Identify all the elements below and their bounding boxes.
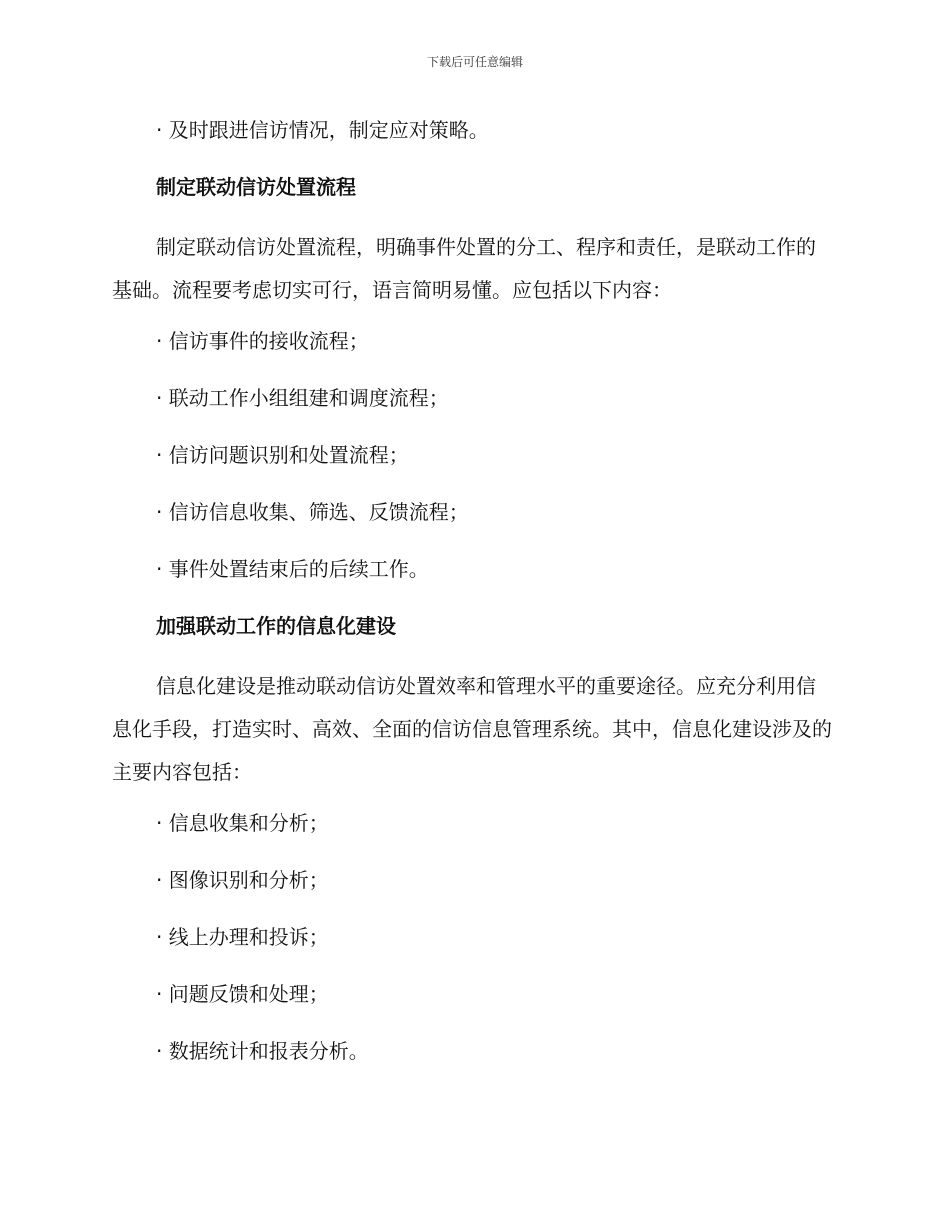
bullet-item: · 线上办理和投诉；: [156, 925, 329, 949]
section-heading: 加强联动工作的信息化建设: [156, 614, 396, 638]
page-header: 下载后可任意编辑: [426, 55, 523, 69]
bullet-item: · 事件处置结束后的后续工作。: [156, 557, 429, 581]
document-body: [112, 112, 832, 1090]
bullet-item: · 联动工作小组组建和调度流程；: [156, 386, 449, 410]
paragraph: 制定联动信访处置流程，明确事件处置的分工、程序和责任，是联动工作的基础。流程要考虑切实可行，语言简明易懂。应包括以下内容：: [112, 235, 816, 302]
bullet-item: · 信访事件的接收流程；: [156, 329, 369, 353]
section-heading: 制定联动信访处置流程: [156, 175, 356, 199]
bullet-item: · 及时跟进信访情况，制定应对策略。: [156, 118, 489, 142]
bullet-item: · 问题反馈和处理；: [156, 982, 329, 1006]
bullet-item: · 数据统计和报表分析。: [156, 1039, 369, 1063]
bullet-item: · 信访问题识别和处置流程；: [156, 443, 409, 467]
bullet-item: · 信访信息收集、筛选、反馈流程；: [156, 500, 469, 524]
bullet-item: · 图像识别和分析；: [156, 868, 329, 892]
paragraph: 信息化建设是推动联动信访处置效率和管理水平的重要途径。应充分利用信息化手段，打造实时、高效、全面的信访信息管理系统。其中，信息化建设涉及的主要内容包括：: [112, 674, 832, 784]
bullet-item: · 信息收集和分析；: [156, 811, 329, 835]
